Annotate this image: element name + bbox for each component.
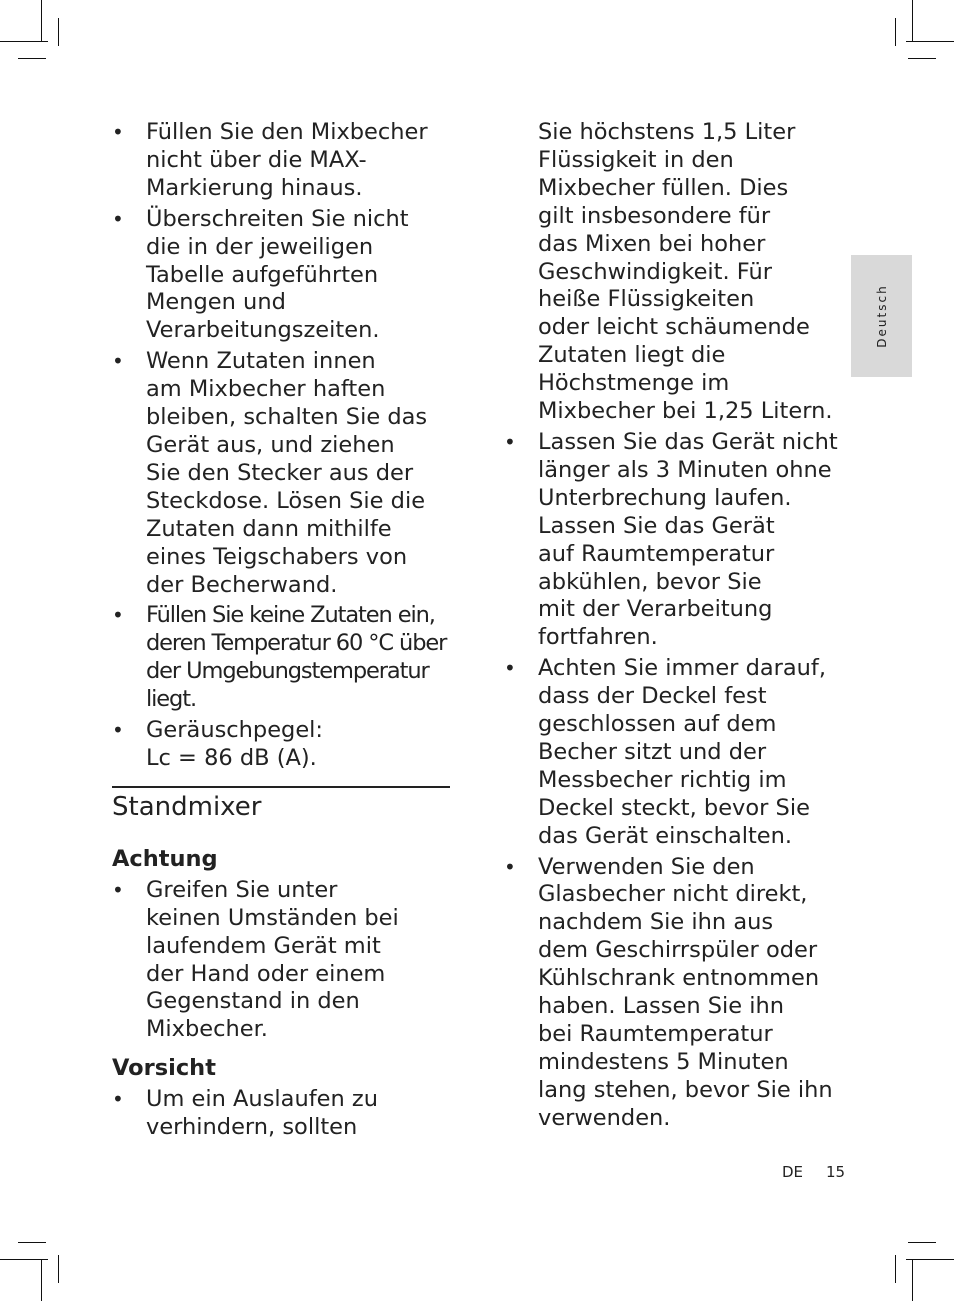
crop-mark: [41, 1259, 42, 1301]
list-item-line: nachdem Sie ihn aus: [538, 909, 774, 936]
list-item-line: auf Raumtemperatur: [538, 540, 775, 567]
list-item-line: bei Raumtemperatur: [538, 1021, 773, 1047]
language-side-tab: [851, 255, 912, 377]
list-item-line: dem Geschirrspüler oder: [538, 937, 818, 964]
crop-mark: [58, 18, 59, 46]
paragraph-line: Geschwindigkeit. Für: [538, 258, 773, 285]
list-item-line: das Gerät einschalten.: [538, 822, 793, 849]
list-item-line: deren Temperatur 60 °C über: [146, 630, 447, 657]
list-item-line: am Mixbecher haften: [146, 376, 386, 403]
list-item-line: Steckdose. Lösen Sie die: [146, 487, 426, 514]
paragraph-line: Höchstmenge im: [538, 370, 730, 397]
list-item-line: Mengen und: [146, 289, 286, 316]
list-item-line: mindestens 5 Minuten: [538, 1048, 789, 1075]
list-item-line: Messbecher richtig im: [538, 766, 787, 793]
list-item-line: bleiben, schalten Sie das: [146, 404, 428, 431]
list-item-line: nicht über die MAX-: [146, 146, 367, 173]
section-rule: [112, 786, 450, 788]
paragraph-line: Mixbecher bei 1,25 Litern.: [538, 398, 833, 425]
list-item-line: geschlossen auf dem: [538, 711, 777, 738]
list-item-line: Füllen Sie den Mixbecher: [146, 119, 428, 145]
language-tab-label: Deutsch: [874, 284, 889, 348]
list-item: [504, 429, 849, 652]
list-item-line: die in der jeweiligen: [146, 233, 374, 260]
list-item-line: verwenden.: [538, 1104, 671, 1131]
list-item-line: Verwenden Sie den: [538, 853, 755, 880]
continuation-paragraph: [504, 119, 849, 426]
paragraph-line: Sie höchstens 1,5 Liter: [538, 119, 796, 145]
crop-mark: [912, 0, 913, 42]
list-item-line: Becher sitzt und der: [538, 738, 767, 765]
list-item-line: der Umgebungstemperatur: [146, 658, 429, 685]
bullet-list-top: [112, 119, 457, 773]
list-item: [112, 119, 457, 203]
list-item-line: mit der Verarbeitung: [538, 596, 773, 623]
achtung-list: [112, 877, 457, 1044]
list-item-line: liegt.: [146, 686, 197, 713]
list-item-line: länger als 3 Minuten ohne: [538, 456, 832, 483]
list-item-line: lang stehen, bevor Sie ihn: [538, 1076, 833, 1103]
list-item: [112, 602, 457, 714]
crop-mark: [912, 1259, 913, 1301]
page-number: 15: [826, 1163, 846, 1181]
paragraph-line: oder leicht schäumende: [538, 314, 810, 341]
crop-mark: [908, 1242, 936, 1243]
paragraph-line: das Mixen bei hoher: [538, 230, 766, 257]
list-item-line: Glasbecher nicht direkt,: [538, 881, 808, 908]
list-item-line: Verarbeitungszeiten.: [146, 317, 380, 344]
bullet-icon: •: [504, 656, 516, 681]
list-item-line: der Becherwand.: [146, 571, 338, 598]
list-item-line: Mixbecher.: [146, 1016, 268, 1043]
list-item-line: Lc = 86 dB (A).: [146, 744, 317, 771]
bullet-icon: •: [112, 120, 124, 144]
bullet-icon: •: [112, 603, 124, 628]
list-item-line: Zutaten dann mithilfe: [146, 515, 392, 542]
right-column: [504, 119, 849, 1136]
paragraph-line: Zutaten liegt die: [538, 342, 726, 369]
bullet-icon: •: [112, 1087, 124, 1112]
achtung-heading: Achtung: [112, 845, 218, 872]
list-item: [112, 348, 457, 599]
list-item-line: abkühlen, bevor Sie: [538, 568, 762, 595]
list-item-line: Geräuschpegel:: [146, 717, 324, 744]
bullet-icon: •: [112, 206, 124, 231]
list-item-line: keinen Umständen bei: [146, 904, 399, 931]
list-item-line: Achten Sie immer darauf,: [538, 655, 827, 682]
vorsicht-list: [112, 1086, 457, 1142]
crop-mark: [908, 58, 936, 59]
paragraph-line: heiße Flüssigkeiten: [538, 286, 755, 313]
bullet-icon: •: [504, 854, 516, 879]
bullet-icon: •: [112, 718, 124, 743]
list-item-line: verhindern, sollten: [146, 1114, 358, 1141]
list-item-line: Lassen Sie das Gerät nicht: [538, 428, 838, 455]
list-item-line: Deckel steckt, bevor Sie: [538, 794, 810, 821]
list-item: [112, 1086, 457, 1142]
list-item-line: Sie den Stecker aus der: [146, 459, 414, 486]
list-item-line: Lassen Sie das Gerät: [538, 512, 775, 539]
list-item-line: Wenn Zutaten innen: [146, 348, 376, 375]
list-item-line: dass der Deckel fest: [538, 683, 767, 710]
bullet-icon: •: [504, 429, 516, 454]
list-item-line: Unterbrechung laufen.: [538, 484, 792, 511]
list-item-line: Gerät aus, und ziehen: [146, 431, 395, 458]
list-item-line: Markierung hinaus.: [146, 174, 363, 201]
list-item-line: Um ein Auslaufen zu: [146, 1086, 378, 1113]
list-item-line: Überschreiten Sie nicht: [146, 205, 409, 232]
list-item: [504, 854, 849, 1133]
section-title: Standmixer: [112, 791, 262, 822]
list-item: [112, 877, 457, 1044]
list-item-line: Greifen Sie unter: [146, 876, 338, 903]
list-item-line: der Hand oder einem: [146, 960, 386, 987]
footer-language: DE: [782, 1163, 804, 1181]
list-item-line: haben. Lassen Sie ihn: [538, 993, 785, 1020]
list-item: [112, 206, 457, 346]
left-column: [112, 119, 457, 1145]
list-item-line: laufendem Gerät mit: [146, 932, 381, 959]
list-item-line: Tabelle aufgeführten: [146, 261, 379, 288]
bullet-list-right: [504, 429, 849, 1133]
crop-mark: [18, 1242, 46, 1243]
crop-mark: [895, 1255, 896, 1283]
crop-mark: [895, 18, 896, 46]
crop-mark: [58, 1255, 59, 1283]
vorsicht-heading: Vorsicht: [112, 1055, 216, 1082]
list-item: [112, 717, 457, 773]
list-item-line: fortfahren.: [538, 624, 658, 651]
bullet-icon: •: [112, 349, 124, 374]
list-item-line: Kühlschrank entnommen: [538, 965, 820, 992]
bullet-icon: •: [112, 877, 124, 902]
crop-mark: [906, 41, 954, 42]
list-item-line: Gegenstand in den: [146, 988, 360, 1015]
crop-mark: [906, 1259, 954, 1260]
crop-mark: [41, 0, 42, 42]
paragraph-line: gilt insbesondere für: [538, 202, 771, 229]
list-item: [504, 655, 849, 850]
paragraph-line: Flüssigkeit in den: [538, 146, 734, 173]
list-item-line: Füllen Sie keine Zutaten ein,: [146, 602, 435, 629]
paragraph-line: Mixbecher füllen. Dies: [538, 174, 789, 201]
crop-mark: [18, 58, 46, 59]
list-item-line: eines Teigschabers von: [146, 543, 408, 570]
